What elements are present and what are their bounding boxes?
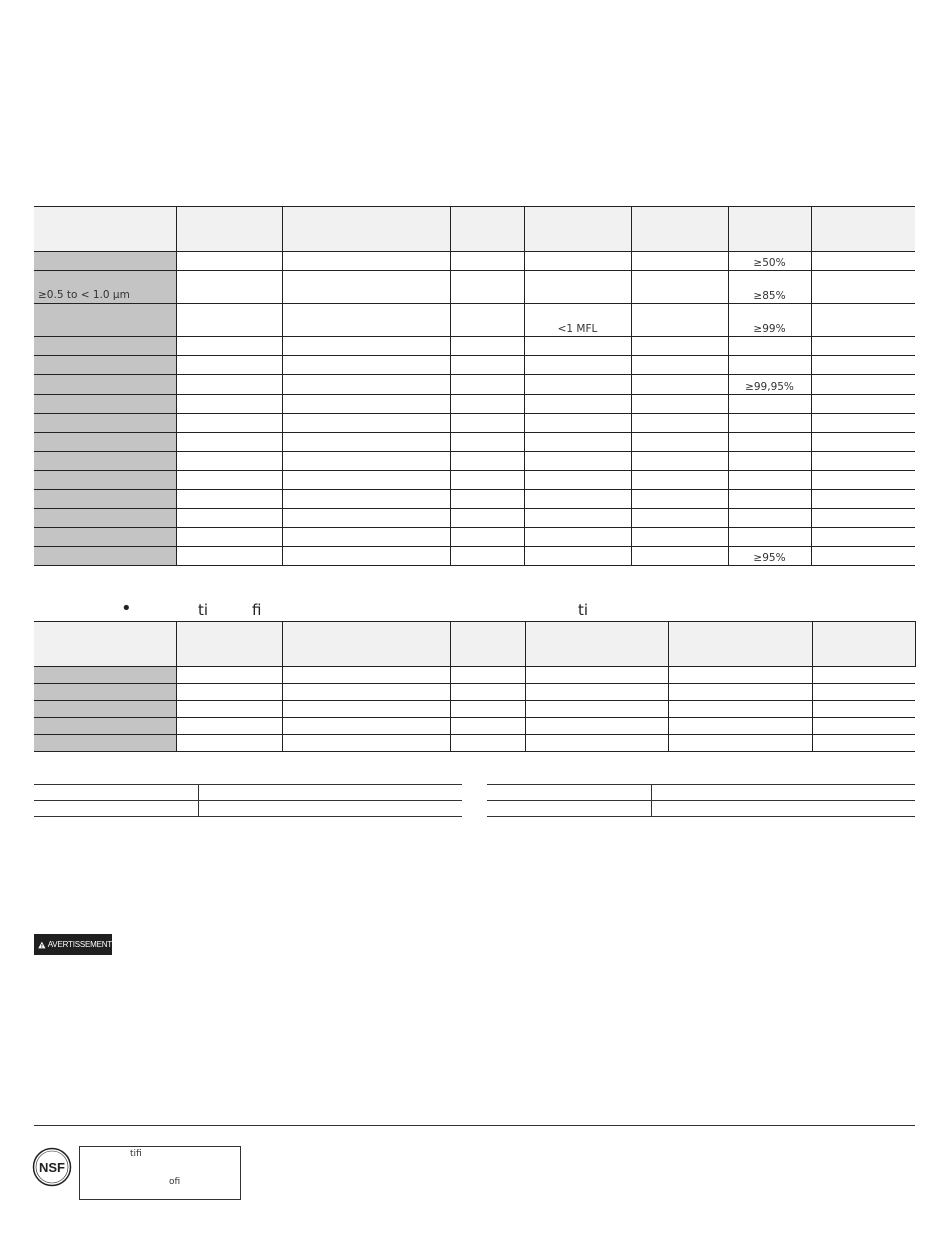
table-cell <box>811 356 915 375</box>
table-cell <box>176 375 282 395</box>
table-cell <box>524 528 631 547</box>
table-cell <box>282 718 450 735</box>
table-cell <box>176 684 282 701</box>
table-cell <box>524 509 631 528</box>
table-row <box>34 718 915 735</box>
table-cell <box>282 701 450 718</box>
bullet: • <box>121 598 132 619</box>
table-cell <box>812 667 915 684</box>
table-cell: ≥85% <box>728 271 811 304</box>
header-cell <box>668 622 812 667</box>
footer-divider <box>34 1125 915 1126</box>
row-label <box>34 304 176 337</box>
table-cell <box>176 667 282 684</box>
table-row <box>34 395 915 414</box>
table-cell <box>176 490 282 509</box>
table-cell <box>524 375 631 395</box>
table-row <box>34 471 915 490</box>
table-cell <box>631 452 728 471</box>
table-row <box>34 785 462 801</box>
table-cell <box>282 304 450 337</box>
logo-text: NSF <box>39 1160 65 1175</box>
table-cell <box>631 337 728 356</box>
heading-fragment: ti <box>198 601 209 619</box>
cert-text: tifi <box>130 1149 142 1159</box>
table-cell <box>487 785 651 801</box>
table-cell <box>450 337 524 356</box>
table-cell <box>728 433 811 452</box>
table-cell <box>811 304 915 337</box>
certification-box <box>79 1146 241 1200</box>
row-label <box>34 395 176 414</box>
table-row <box>34 490 915 509</box>
table-cell <box>728 452 811 471</box>
table-cell <box>450 452 524 471</box>
table-row <box>34 337 915 356</box>
table-cell <box>812 701 915 718</box>
table-cell <box>282 356 450 375</box>
table-cell <box>176 547 282 566</box>
table-cell <box>34 801 198 817</box>
table-cell: ≥50% <box>728 252 811 271</box>
row-label <box>34 718 176 735</box>
table-row <box>34 735 915 752</box>
second-performance-table <box>34 621 916 752</box>
table-cell <box>631 471 728 490</box>
row-label <box>34 528 176 547</box>
table-cell <box>176 395 282 414</box>
heading-fragment: ti <box>578 601 589 619</box>
table-cell <box>450 684 525 701</box>
table-cell <box>450 414 524 433</box>
row-label <box>34 252 176 271</box>
table-cell <box>631 252 728 271</box>
spec-table-right <box>487 784 915 817</box>
table-cell <box>651 801 915 817</box>
table-cell: ≥95% <box>728 547 811 566</box>
table-cell <box>812 718 915 735</box>
table-cell <box>728 395 811 414</box>
header-cell <box>450 207 524 252</box>
table-cell <box>728 414 811 433</box>
table-cell <box>524 356 631 375</box>
table-cell: ≥99% <box>728 304 811 337</box>
table-row <box>34 452 915 471</box>
table-cell <box>651 785 915 801</box>
table-row <box>487 785 915 801</box>
table-cell <box>450 471 524 490</box>
table-cell <box>282 375 450 395</box>
table-cell <box>631 547 728 566</box>
table-cell <box>176 509 282 528</box>
table-cell <box>668 667 812 684</box>
table-cell <box>176 337 282 356</box>
table-cell <box>176 304 282 337</box>
table-cell <box>631 509 728 528</box>
table-cell <box>176 414 282 433</box>
table-cell <box>282 433 450 452</box>
table-cell <box>812 735 915 752</box>
table-cell <box>176 471 282 490</box>
table-cell <box>198 785 462 801</box>
row-label: ≥0.5 to < 1.0 µm <box>34 271 176 304</box>
table-cell <box>450 735 525 752</box>
table-cell <box>811 337 915 356</box>
table-cell <box>176 701 282 718</box>
table-cell <box>668 718 812 735</box>
row-label <box>34 452 176 471</box>
table-row <box>487 801 915 817</box>
table-row <box>34 701 915 718</box>
table-cell <box>176 433 282 452</box>
table-cell <box>450 375 524 395</box>
table-cell <box>811 395 915 414</box>
table-cell <box>631 375 728 395</box>
header-cell <box>812 622 915 667</box>
table-cell <box>811 528 915 547</box>
table-cell <box>811 452 915 471</box>
table-cell <box>631 414 728 433</box>
table-cell <box>811 252 915 271</box>
table-cell <box>525 718 668 735</box>
table-cell <box>282 684 450 701</box>
table-row <box>34 528 915 547</box>
row-label <box>34 490 176 509</box>
cert-text: ofi <box>169 1177 181 1187</box>
table-cell <box>450 271 524 304</box>
table-cell <box>631 490 728 509</box>
performance-table <box>34 206 915 566</box>
table-header-row <box>34 207 915 252</box>
table-cell <box>524 452 631 471</box>
table-cell <box>631 528 728 547</box>
table-cell <box>631 304 728 337</box>
table-cell <box>282 471 450 490</box>
table-cell <box>524 252 631 271</box>
table-cell <box>524 490 631 509</box>
table-cell <box>525 735 668 752</box>
table-cell <box>282 735 450 752</box>
table-cell <box>524 337 631 356</box>
table-cell <box>811 547 915 566</box>
table-cell <box>282 528 450 547</box>
row-label <box>34 735 176 752</box>
row-label <box>34 375 176 395</box>
table-cell <box>282 414 450 433</box>
warning-badge <box>34 934 112 955</box>
table-cell <box>811 509 915 528</box>
table-cell <box>728 471 811 490</box>
table-cell <box>450 304 524 337</box>
table-cell <box>282 271 450 304</box>
table-cell <box>631 356 728 375</box>
table-cell <box>282 337 450 356</box>
header-cell <box>176 622 282 667</box>
table-cell <box>450 718 525 735</box>
table-cell <box>728 337 811 356</box>
table-cell <box>728 356 811 375</box>
table-row <box>34 271 915 304</box>
table-cell <box>450 395 524 414</box>
table-cell <box>524 271 631 304</box>
table-row <box>34 433 915 452</box>
table-row <box>34 509 915 528</box>
table-cell <box>450 528 524 547</box>
table-cell <box>811 490 915 509</box>
table-cell <box>524 395 631 414</box>
table-cell <box>728 528 811 547</box>
header-cell <box>631 207 728 252</box>
table-cell <box>282 252 450 271</box>
table-cell <box>282 667 450 684</box>
row-label <box>34 471 176 490</box>
warning-triangle-icon <box>38 938 46 952</box>
table-cell <box>811 375 915 395</box>
table-cell <box>282 509 450 528</box>
table-cell <box>450 701 525 718</box>
table-cell <box>450 490 524 509</box>
table-row <box>34 304 915 337</box>
row-label <box>34 547 176 566</box>
row-label <box>34 667 176 684</box>
table-cell <box>668 684 812 701</box>
table-cell <box>282 547 450 566</box>
table-cell <box>525 684 668 701</box>
table-cell <box>450 547 524 566</box>
table-row <box>34 356 915 375</box>
header-cell <box>34 622 176 667</box>
table-cell <box>812 684 915 701</box>
header-cell <box>811 207 915 252</box>
row-label <box>34 433 176 452</box>
table-cell <box>450 667 525 684</box>
header-cell <box>524 207 631 252</box>
table-cell <box>450 509 524 528</box>
table-cell <box>525 701 668 718</box>
table-cell <box>282 490 450 509</box>
table-row <box>34 667 915 684</box>
table-cell <box>282 452 450 471</box>
table-cell <box>524 547 631 566</box>
header-cell <box>525 622 668 667</box>
table-cell <box>524 414 631 433</box>
table-row <box>34 414 915 433</box>
row-label <box>34 414 176 433</box>
table-cell: <1 MFL <box>524 304 631 337</box>
header-cell <box>282 622 450 667</box>
table-cell <box>811 471 915 490</box>
table-row <box>34 684 915 701</box>
table-cell <box>525 667 668 684</box>
table-cell <box>176 528 282 547</box>
header-cell <box>450 622 525 667</box>
table-cell <box>34 785 198 801</box>
row-label <box>34 684 176 701</box>
table-cell <box>631 433 728 452</box>
table-cell <box>811 271 915 304</box>
table-cell <box>450 433 524 452</box>
header-cell <box>728 207 811 252</box>
table-cell <box>668 701 812 718</box>
heading-fragment: fi <box>252 601 262 619</box>
row-label <box>34 701 176 718</box>
table-cell <box>450 252 524 271</box>
table-cell <box>450 356 524 375</box>
row-label <box>34 337 176 356</box>
table-row <box>34 252 915 271</box>
table-cell <box>282 395 450 414</box>
table-cell <box>811 414 915 433</box>
table-header-row <box>34 622 915 667</box>
table-cell <box>176 452 282 471</box>
table-cell <box>811 433 915 452</box>
header-cell <box>176 207 282 252</box>
table-cell <box>728 509 811 528</box>
table-row <box>34 375 915 395</box>
spec-table-left <box>34 784 462 817</box>
table-cell: ≥99,95% <box>728 375 811 395</box>
table-cell <box>668 735 812 752</box>
row-label <box>34 356 176 375</box>
table-cell <box>176 718 282 735</box>
row-label <box>34 509 176 528</box>
table-cell <box>176 356 282 375</box>
table-cell <box>524 471 631 490</box>
table-cell <box>631 271 728 304</box>
header-cell <box>34 207 176 252</box>
table-cell <box>487 801 651 817</box>
table-cell <box>728 490 811 509</box>
header-cell <box>282 207 450 252</box>
warning-label: AVERTISSEMENT <box>47 940 112 949</box>
table-row <box>34 801 462 817</box>
table-cell <box>198 801 462 817</box>
table-cell <box>631 395 728 414</box>
table-cell <box>524 433 631 452</box>
table-cell <box>176 271 282 304</box>
table-cell <box>176 252 282 271</box>
nsf-logo <box>32 1147 72 1187</box>
table-row <box>34 547 915 566</box>
table-cell <box>176 735 282 752</box>
